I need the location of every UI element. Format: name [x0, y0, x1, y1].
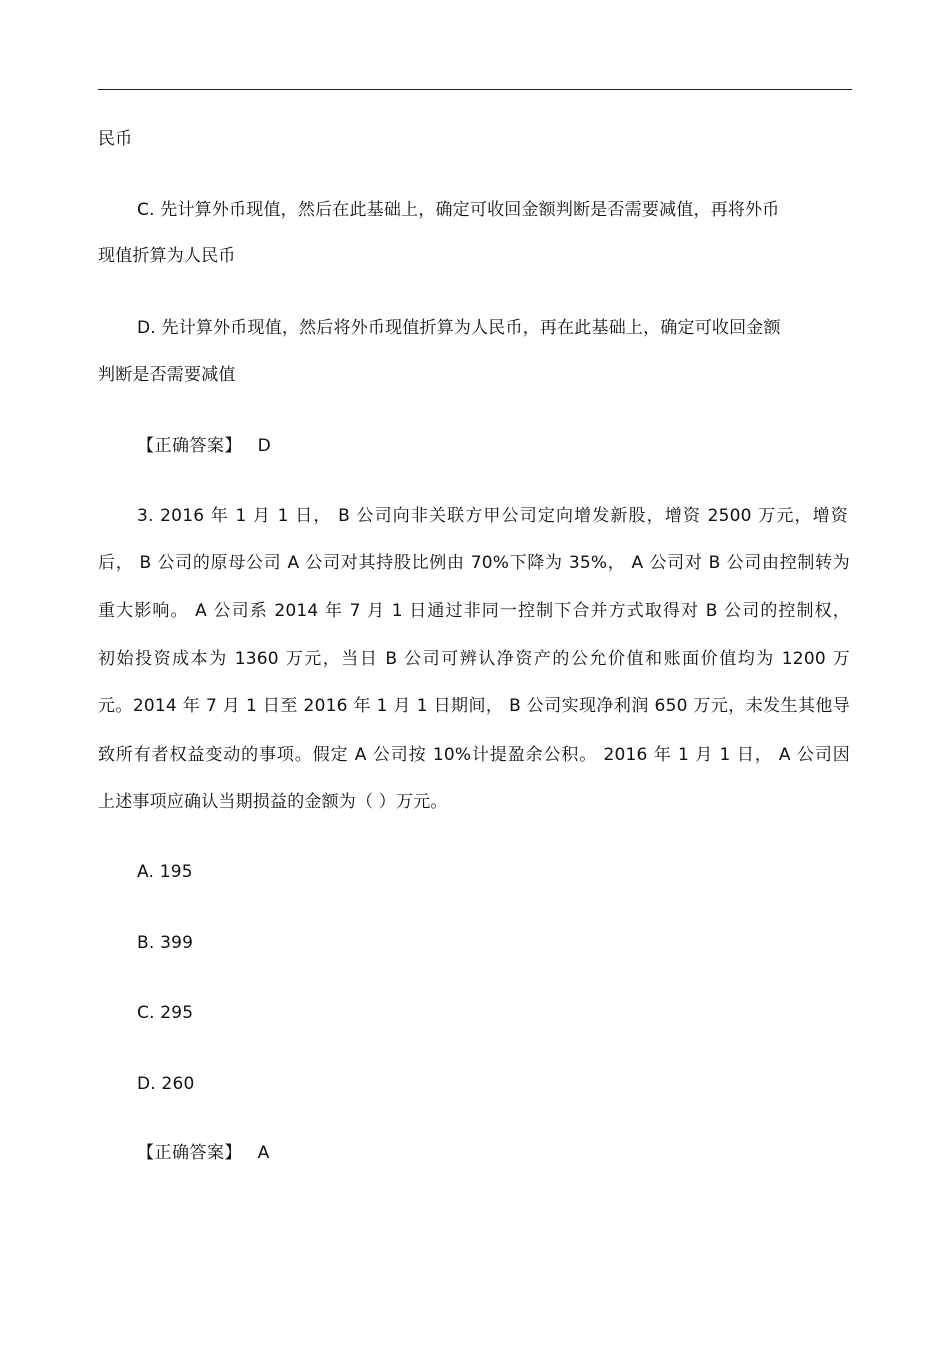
answer-value: A: [257, 1143, 270, 1163]
header-rule: [98, 89, 852, 90]
question-3-line-2: 后， B 公司的原母公司 A 公司对其持股比例由 70%下降为 35%， A 公司对 B 公司由控制转为: [98, 553, 850, 573]
answer-2: [137, 434, 271, 458]
question-3-line-1: 3. 2016 年 1 月 1 日， B 公司向非关联方甲公司定向增发新股，增资 2500 万元，增资: [137, 506, 848, 526]
answer-value: D: [257, 436, 271, 456]
question-3-option-d: D. 260: [137, 1074, 195, 1094]
answer-3: [137, 1141, 269, 1165]
option-c-line-1: C. 先计算外币现值，然后在此基础上，确定可收回金额判断是否需要减值，再将外币: [137, 200, 780, 220]
question-3-line-4: 初始投资成本为 1360 万元，当日 B 公司可辨认净资产的公允价值和账面价值均为 1200 万: [98, 649, 850, 669]
question-3-line-5: 元。2014 年 7 月 1 日至 2016 年 1 月 1 日期间， B 公司实现净利润 650 万元，未发生其他导: [98, 696, 850, 716]
answer-label: 【正确答案】: [137, 1143, 242, 1163]
question-3-line-7: 上述事项应确认当期损益的金额为（ ）万元。: [98, 792, 448, 812]
question-3-option-b: B. 399: [137, 933, 194, 953]
question-3-option-a: A. 195: [137, 862, 193, 882]
option-c-line-2: 现值折算为人民币: [98, 246, 236, 266]
question-3-line-3: 重大影响。 A 公司系 2014 年 7 月 1 日通过非同一控制下合并方式取得对 B 公司的控制权，: [98, 601, 850, 621]
option-d-line-1: D. 先计算外币现值，然后将外币现值折算为人民币，再在此基础上，确定可收回金额: [137, 318, 781, 338]
answer-label: 【正确答案】: [137, 436, 242, 456]
question-3-line-6: 致所有者权益变动的事项。假定 A 公司按 10%计提盈余公积。 2016 年 1 月 1 日， A 公司因: [98, 745, 850, 765]
question-3-option-c: C. 295: [137, 1003, 194, 1023]
option-b-continuation: 民币: [98, 129, 133, 149]
option-d-line-2: 判断是否需要减值: [98, 365, 236, 385]
